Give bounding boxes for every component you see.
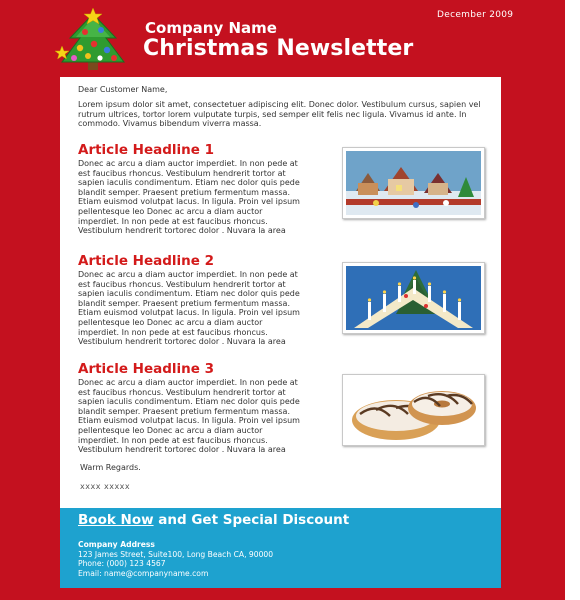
article-3 (78, 361, 498, 471)
article-headline: Article Headline 2 (78, 253, 215, 269)
article-2 (78, 253, 498, 363)
call-to-action (78, 512, 349, 528)
article-1 (78, 142, 498, 252)
address-title: Company Address (78, 540, 155, 549)
article-headline: Article Headline 3 (78, 361, 215, 377)
cta-text: and Get Special Discount (153, 512, 350, 528)
christmas-village-photo (342, 147, 485, 219)
book-now-link[interactable]: Book Now (78, 512, 154, 528)
footer-panel (60, 508, 501, 588)
address-line: 123 James Street, Suite100, Long Beach CA, 90000 (78, 549, 274, 559)
closing-regards: Warm Regards. (80, 463, 141, 472)
article-headline: Article Headline 1 (78, 142, 215, 158)
issue-date: December 2009 (437, 10, 514, 20)
phone-line: Phone: (000) 123 4567 (78, 559, 166, 569)
email-line: Email: name@companyname.com (78, 568, 209, 578)
article-body: Donec ac arcu a diam auctor imperdiet. In non pede at est faucibus rhoncus. Vestibulum hendrerit tortor at sapien iaculis condimentum. Etiam nec dolor quis pede blandit semper. Praesent pretium fermentum massa. Etiam euismod volutpat lacus. In ligula. Proin vel ipsum pellentesque leo Donec ac arcu a diam auctor imperdiet. In non pede at est faucibus rhoncus. Vestibulum hendrerit tortorec dolor . Nuvara la area (78, 270, 300, 347)
donuts-photo (342, 374, 485, 446)
company-address-block (78, 540, 273, 578)
newsletter-title: Christmas Newsletter (143, 36, 414, 61)
article-body: Donec ac arcu a diam auctor imperdiet. In non pede at est faucibus rhoncus. Vestibulum hendrerit tortor at sapien iaculis condimentum. Etiam nec dolor quis pede blandit semper. Praesent pretium fermentum massa. Etiam euismod volutpat lacus. In ligula. Proin vel ipsum pellentesque leo Donec ac arcu a diam auctor imperdiet. In non pede at est faucibus rhoncus. Vestibulum hendrerit tortorec dolor . Nuvara la area (78, 378, 300, 455)
company-name: Company Name (145, 19, 277, 37)
article-body: Donec ac arcu a diam auctor imperdiet. In non pede at est faucibus rhoncus. Vestibulum hendrerit tortor at sapien iaculis condimentum. Etiam nec dolor quis pede blandit semper. Praesent pretium fermentum massa. Etiam euismod volutpat lacus. In ligula. Proin vel ipsum pellentesque leo Donec ac arcu a diam auctor imperdiet. In non pede at est faucibus rhoncus. Vestibulum hendrerit tortorec dolor . Nuvara la area (78, 159, 300, 236)
christmas-tree-icon (52, 8, 134, 74)
candle-arch-photo (342, 262, 485, 334)
signature: xxxx xxxxx (80, 482, 131, 491)
content-panel (60, 77, 501, 508)
intro-paragraph: Lorem ipsum dolor sit amet, consectetuer adipiscing elit. Donec dolor. Vestibulum cursus, sapien vel rutrum ultrices, tortor lorem vulputate turpis, sed semper elit felis nec ligula. Vivamus id ante. In commodo. Vivamus bibendum viverra massa. (78, 100, 481, 129)
salutation: Dear Customer Name, (78, 85, 168, 94)
